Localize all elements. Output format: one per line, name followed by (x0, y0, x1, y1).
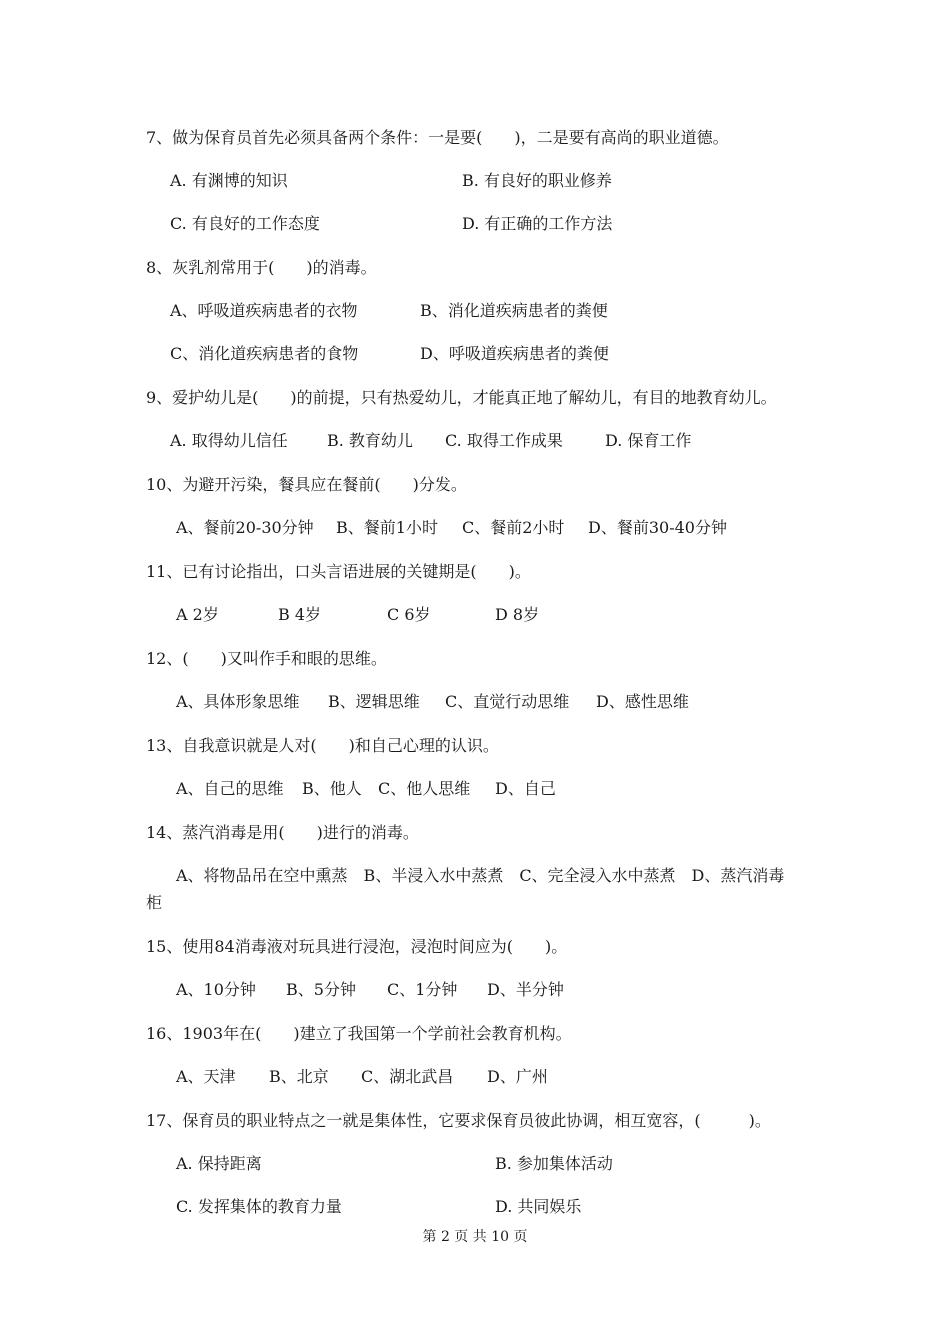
question-16-stem: 16、1903年在( )建立了我国第一个学前社会教育机构。 (146, 1024, 572, 1043)
question-11-stem: 11、已有讨论指出，口头言语进展的关键期是( )。 (146, 562, 531, 581)
question-13-stem: 13、自我意识就是人对( )和自己心理的认识。 (146, 736, 499, 755)
question-15-option-b: B、5分钟 (286, 980, 356, 999)
question-12-option-a: A、具体形象思维 (176, 692, 300, 711)
question-14-stem: 14、蒸汽消毒是用( )进行的消毒。 (146, 823, 419, 842)
question-9-option-c: C. 取得工作成果 (445, 431, 563, 450)
question-7-stem: 7、做为保育员首先必须具备两个条件：一是要( )，二是要有高尚的职业道德。 (146, 128, 729, 147)
question-12-option-c: C、直觉行动思维 (445, 692, 570, 711)
question-15-option-a: A、10分钟 (176, 980, 256, 999)
question-13-option-d: D、自己 (495, 779, 556, 798)
question-9-option-a: A. 取得幼儿信任 (170, 431, 288, 450)
question-11-option-b: B 4岁 (278, 605, 322, 624)
question-16-option-a: A、天津 (176, 1067, 236, 1086)
question-17-option-c: C. 发挥集体的教育力量 (176, 1197, 342, 1216)
question-7-option-c: C. 有良好的工作态度 (170, 214, 320, 233)
question-8-stem: 8、灰乳剂常用于( )的消毒。 (146, 258, 377, 277)
question-9-option-d: D. 保育工作 (605, 431, 692, 450)
question-13-option-c: C、他人思维 (378, 779, 471, 798)
question-11-option-a: A 2岁 (176, 605, 219, 624)
question-16-option-d: D、广州 (487, 1067, 548, 1086)
question-17-option-b: B. 参加集体活动 (495, 1154, 613, 1173)
question-17-option-d: D. 共同娱乐 (495, 1197, 582, 1216)
question-11-option-c: C 6岁 (387, 605, 431, 624)
question-9-option-b: B. 教育幼儿 (327, 431, 413, 450)
question-11-option-d: D 8岁 (495, 605, 540, 624)
question-17-stem: 17、保育员的职业特点之一就是集体性，它要求保育员彼此协调，相互宽容，( )。 (146, 1111, 771, 1130)
question-8-option-a: A、呼吸道疾病患者的衣物 (170, 301, 358, 320)
question-7-option-a: A. 有渊博的知识 (170, 171, 288, 190)
question-12-option-b: B、逻辑思维 (328, 692, 420, 711)
question-14-options-line: A、将物品吊在空中熏蒸 B、半浸入水中蒸煮 C、完全浸入水中蒸煮 D、蒸汽消毒 (176, 866, 785, 885)
question-17-option-a: A. 保持距离 (176, 1154, 262, 1173)
question-16-option-c: C、湖北武昌 (361, 1067, 454, 1086)
question-15-option-d: D、半分钟 (487, 980, 564, 999)
question-7-option-b: B. 有良好的职业修养 (462, 171, 612, 190)
question-15-stem: 15、使用84消毒液对玩具进行浸泡，浸泡时间应为( )。 (146, 937, 568, 956)
question-9-stem: 9、爱护幼儿是( )的前提，只有热爱幼儿，才能真正地了解幼儿，有目的地教育幼儿。 (146, 388, 777, 407)
question-13-option-a: A、自己的思维 (176, 779, 284, 798)
page-footer: 第 2 页 共 10 页 (422, 1229, 528, 1245)
question-8-option-c: C、消化道疾病患者的食物 (170, 344, 359, 363)
question-15-option-c: C、1分钟 (387, 980, 458, 999)
question-10-option-c: C、餐前2小时 (462, 518, 565, 537)
question-8-option-d: D、呼吸道疾病患者的粪便 (420, 344, 609, 363)
question-12-stem: 12、( )又叫作手和眼的思维。 (146, 649, 387, 668)
question-13-option-b: B、他人 (302, 779, 362, 798)
question-10-option-b: B、餐前1小时 (336, 518, 438, 537)
question-10-stem: 10、为避开污染，餐具应在餐前( )分发。 (146, 475, 467, 494)
question-10-option-d: D、餐前30-40分钟 (588, 518, 727, 537)
question-8-option-b: B、消化道疾病患者的粪便 (420, 301, 608, 320)
question-10-option-a: A、餐前20-30分钟 (176, 518, 314, 537)
question-14-options-wrap: 柜 (146, 893, 163, 912)
question-16-option-b: B、北京 (269, 1067, 329, 1086)
question-7-option-d: D. 有正确的工作方法 (462, 214, 613, 233)
question-12-option-d: D、感性思维 (596, 692, 689, 711)
